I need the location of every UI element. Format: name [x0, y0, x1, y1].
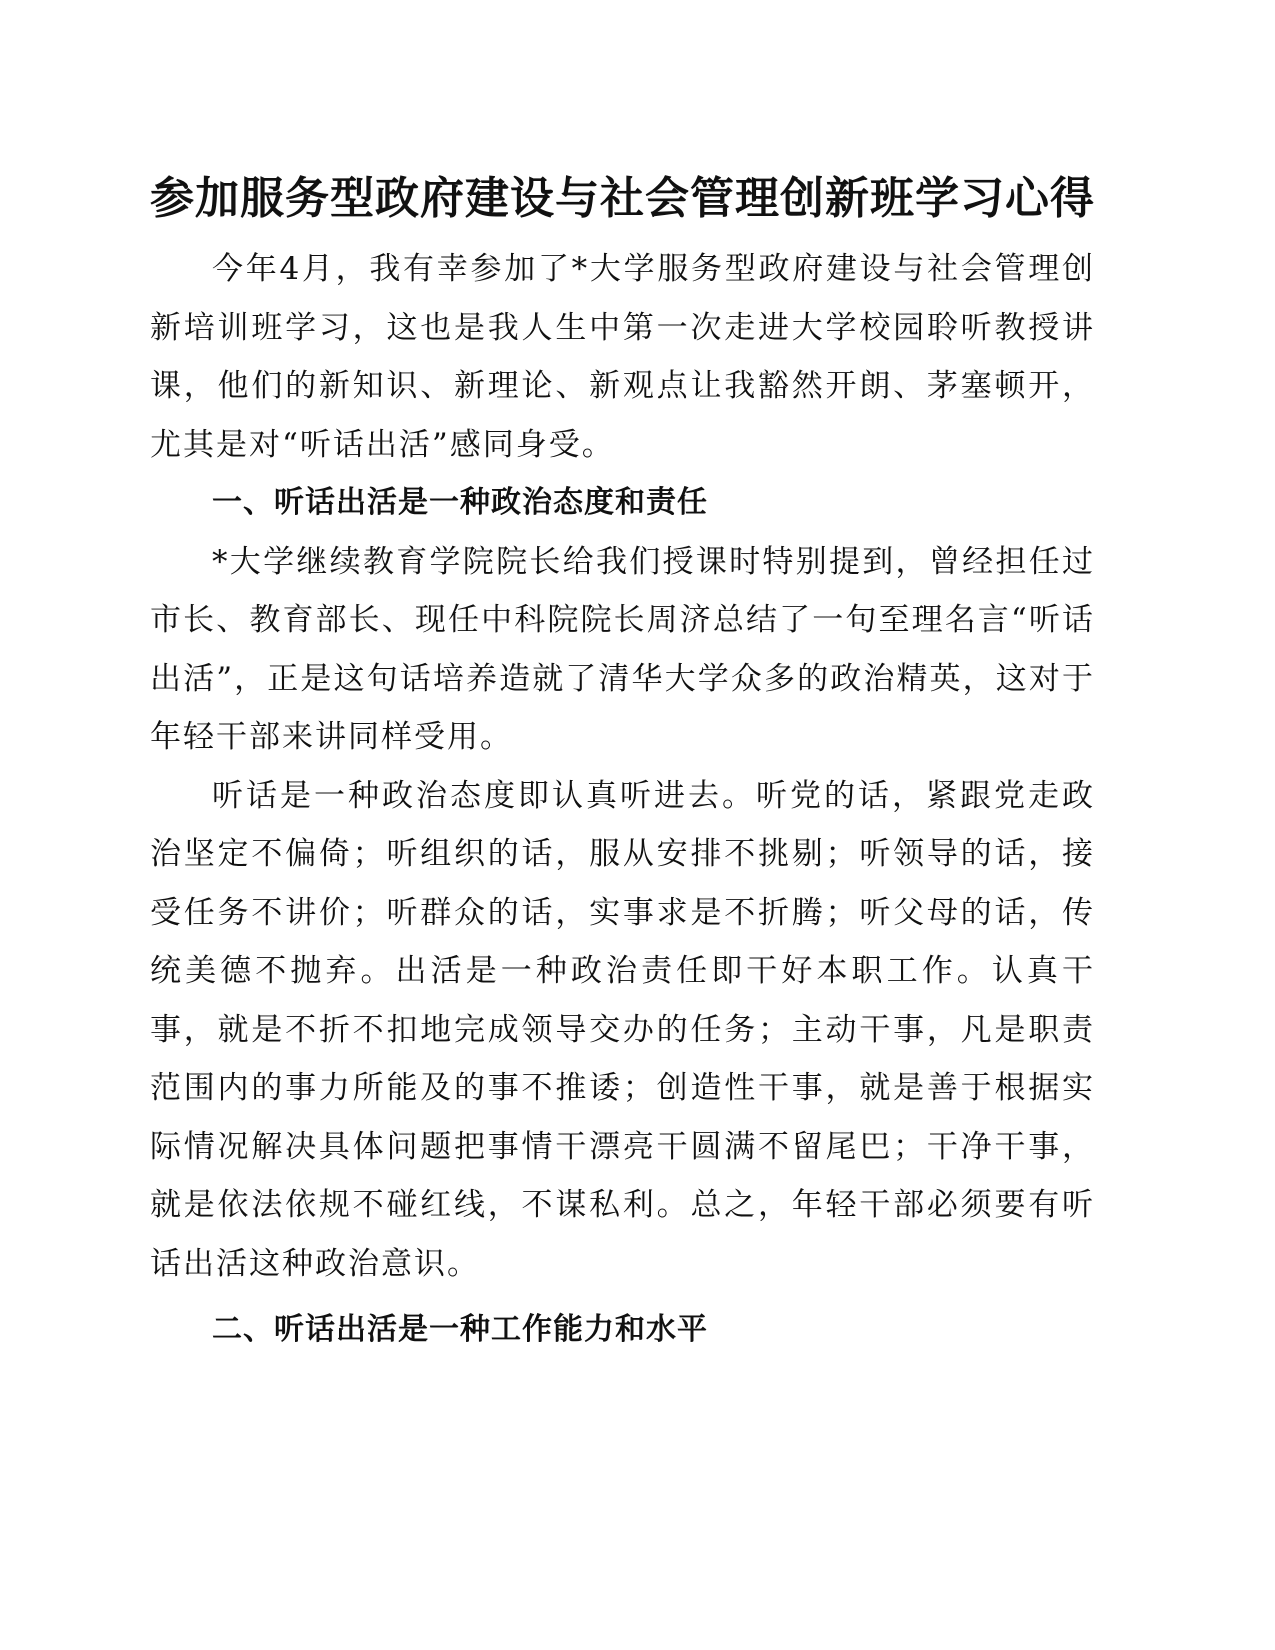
document-page: [150, 170, 1095, 1360]
section-1-paragraph-2: 听话是一种政治态度即认真听进去。听党的话，紧跟党走政治坚定不偏倚；听组织的话，服从安排不挑剔；听领导的话，接受任务不讲价；听群众的话，实事求是不折腾；听父母的话，传统美德不抛弃。出活是一种政治责任即干好本职工作。认真干事，就是不折不扣地完成领导交办的任务；主动干事，凡是职责范围内的事力所能及的事不推诿；创造性干事，就是善于根据实际情况解决具体问题把事情干漂亮干圆满不留尾巴；干净干事，就是依法依规不碰红线，不谋私利。总之，年轻干部必须要有听话出活这种政治意识。: [150, 777, 1095, 1282]
section-heading-1: 一、听话出活是一种政治态度和责任: [212, 485, 708, 520]
document-title: 参加服务型政府建设与社会管理创新班学习心得: [150, 173, 1095, 224]
section-1-paragraph-1: *大学继续教育学院院长给我们授课时特别提到，曾经担任过市长、教育部长、现任中科院院长周济总结了一句至理名言“听话出活”，正是这句话培养造就了清华大学众多的政治精英，这对于年轻干部来讲同样受用。: [150, 543, 1095, 755]
section-heading-2: 二、听话出活是一种工作能力和水平: [212, 1312, 708, 1347]
intro-paragraph: 今年4月，我有幸参加了*大学服务型政府建设与社会管理创新培训班学习，这也是我人生中第一次走进大学校园聆听教授讲课，他们的新知识、新理论、新观点让我豁然开朗、茅塞顿开，尤其是对“听话出活”感同身受。: [150, 251, 1095, 463]
